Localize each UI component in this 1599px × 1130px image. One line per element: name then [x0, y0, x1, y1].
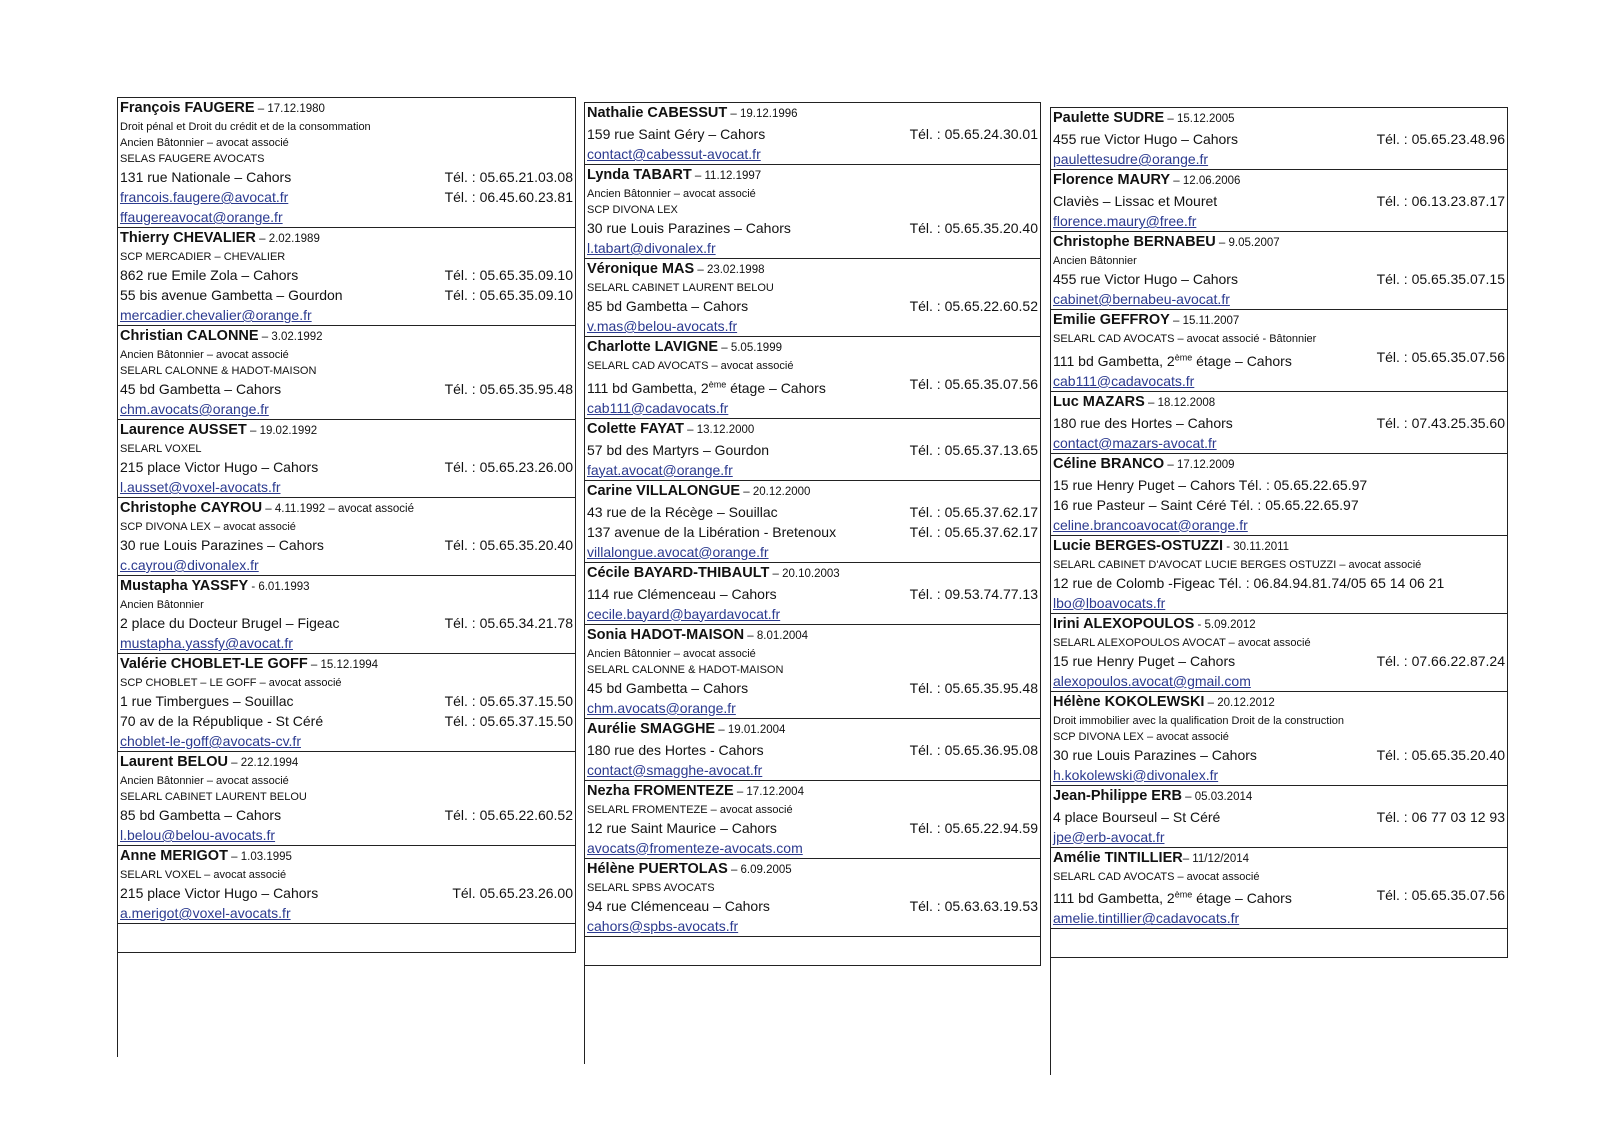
firm-note: SELARL CALONNE & HADOT-MAISON — [587, 663, 784, 676]
email-link[interactable]: ffaugereavocat@orange.fr — [120, 209, 283, 225]
firm-note: SELARL CABINET LAURENT BELOU — [587, 282, 774, 294]
phone-number: Tél. : 05.65.37.62.17 — [909, 503, 1038, 520]
lawyer-entry — [118, 325, 576, 419]
lawyer-name: Charlotte LAVIGNE – 5.05.1999 — [587, 339, 782, 355]
address-line: 131 rue Nationale – Cahors Tél. : 05.65.21.03.08 — [120, 169, 573, 185]
lawyer-entry — [585, 258, 1041, 336]
registration-date: – 05.03.2014 — [1181, 790, 1253, 803]
address-line: 180 rue des Hortes - Cahors Tél. : 05.65.36.95.08 — [587, 741, 1038, 758]
phone-number: Tél. : 05.65.35.95.48 — [444, 381, 573, 397]
phone-number: Tél. : 05.65.36.95.08 — [909, 741, 1038, 758]
lawyer-name: Laurent BELOU – 22.12.1994 — [120, 754, 299, 770]
address-line: 137 avenue de la Libération - Bretenoux Tél. : 05.65.37.62.17 — [587, 523, 1038, 540]
lawyer-name: Thierry CHEVALIER – 2.02.1989 — [120, 230, 320, 246]
email-link[interactable]: choblet-le-goff@avocats-cv.fr — [120, 733, 301, 749]
lawyer-name: Amélie TINTILLIER– 11/12/2014 — [1053, 849, 1250, 866]
lawyer-entry — [1051, 785, 1508, 847]
lawyer-name: Jean-Philippe ERB – 05.03.2014 — [1053, 787, 1253, 804]
email-link[interactable]: h.kokolewski@divonalex.fr — [1053, 766, 1219, 783]
email-link[interactable]: v.mas@belou-avocats.fr — [587, 318, 738, 334]
lawyer-name: Paulette SUDRE – 15.12.2005 — [1053, 110, 1235, 126]
address-line: 1 rue Timbergues – Souillac Tél. : 05.65.37.15.50 — [120, 693, 573, 709]
registration-date: – 22.12.1994 — [227, 757, 299, 769]
phone-number: Tél. : 05.65.35.20.40 — [909, 220, 1038, 236]
registration-date: – 17.12.2009 — [1164, 458, 1235, 471]
address-line: 15 rue Henry Puget – Cahors Tél. : 05.65.22.65.97 — [1053, 476, 1368, 493]
empty-row — [118, 923, 576, 953]
lawyer-entry — [1051, 169, 1508, 231]
lawyer-name: Valérie CHOBLET-LE GOFF – 15.12.1994 — [120, 656, 379, 672]
lawyer-entry — [585, 562, 1041, 624]
lawyer-entry — [1051, 613, 1508, 691]
lawyer-entry — [118, 653, 576, 751]
email-link[interactable]: a.merigot@voxel-avocats.fr — [120, 905, 291, 921]
email-link[interactable]: amelie.tintillier@cadavocats.fr — [1053, 910, 1240, 927]
email-link[interactable]: villalongue.avocat@orange.fr — [587, 543, 769, 560]
lawyer-entry — [1051, 231, 1508, 309]
email-link[interactable]: l.ausset@voxel-avocats.fr — [120, 479, 281, 495]
lawyer-entry — [585, 480, 1041, 562]
firm-note: SELARL VOXEL — [120, 443, 202, 455]
phone-number: Tél. : 05.65.35.09.10 — [444, 267, 573, 283]
lawyer-name: Christophe BERNABEU – 9.05.2007 — [1053, 234, 1280, 250]
registration-date: – 8.01.2004 — [744, 629, 809, 642]
phone-number: Tél. : 05.65.35.20.40 — [444, 537, 573, 553]
firm-note: Ancien Bâtonnier – avocat associé — [587, 188, 756, 200]
firm-note: SELARL CAD AVOCATS – avocat associé — [587, 360, 794, 372]
firm-note: SCP DIVONA LEX — [587, 204, 678, 216]
registration-date: – 13.12.2000 — [683, 423, 755, 436]
registration-date: – 5.05.1999 — [718, 342, 782, 354]
registration-date: – 3.02.1992 — [258, 331, 323, 343]
email-link[interactable]: cab111@cadavocats.fr — [587, 399, 729, 416]
firm-note: Ancien Bâtonnier – avocat associé — [120, 349, 289, 361]
phone-number: Tél. : 06.45.60.23.81 — [444, 189, 573, 205]
address-line: 57 bd des Martyrs – Gourdon Tél. : 05.65.37.13.65 — [587, 441, 1038, 458]
phone-number: Tél. : 05.65.37.13.65 — [909, 441, 1038, 458]
phone-number: Tél. : 05.65.35.07.15 — [1376, 271, 1505, 287]
lawyer-name: Céline BRANCO – 17.12.2009 — [1053, 455, 1235, 472]
firm-note: Ancien Bâtonnier – avocat associé — [587, 647, 756, 660]
lawyer-entry — [118, 575, 576, 653]
lawyer-name: Nezha FROMENTEZE – 17.12.2004 — [587, 782, 804, 799]
address-line: 45 bd Gambetta – Cahors Tél. : 05.65.35.95.48 — [587, 679, 1038, 696]
lawyer-entry — [585, 858, 1041, 936]
firm-note: SCP MERCADIER – CHEVALIER — [120, 251, 286, 263]
email-link[interactable]: alexopoulos.avocat@gmail.com — [1053, 672, 1251, 689]
address-line: 862 rue Emile Zola – Cahors Tél. : 05.65.35.09.10 — [120, 267, 573, 283]
email-link[interactable]: mercadier.chevalier@orange.fr — [120, 307, 312, 323]
registration-date: – 19.02.1992 — [246, 425, 318, 437]
address-line: 114 rue Clémenceau – Cahors Tél. : 09.53.74.77.13 — [587, 585, 1038, 602]
registration-date: – 11/12/2014 — [1182, 852, 1250, 865]
firm-note: Droit immobilier avec la qualification Droit de la construction — [1053, 714, 1345, 727]
lawyer-entry — [118, 97, 576, 227]
firm-note: SELARL CAD AVOCATS – avocat associé - Bâtonnier — [1053, 333, 1317, 345]
lawyer-name: Luc MAZARS – 18.12.2008 — [1053, 393, 1216, 410]
lawyer-name: Véronique MAS – 23.02.1998 — [587, 261, 765, 277]
registration-date: – 9.05.2007 — [1215, 237, 1280, 249]
phone-number: Tél. : 05.65.35.07.56 — [1376, 886, 1505, 903]
registration-date: – 6.09.2005 — [727, 863, 792, 876]
address-line: 45 bd Gambetta – Cahors Tél. : 05.65.35.95.48 — [120, 381, 573, 397]
lawyer-entry — [585, 418, 1041, 480]
phone-number: Tél. 05.65.23.26.00 — [452, 885, 573, 901]
registration-date: – 12.06.2006 — [1170, 175, 1241, 187]
address-line: 2 place du Docteur Brugel – Figeac Tél. : 05.65.34.21.78 — [120, 615, 573, 631]
lawyer-entry — [1051, 691, 1508, 785]
address-line: 12 rue de Colomb -Figeac Tél. : 06.84.94.81.74/05 65 14 06 21 — [1053, 574, 1445, 591]
lawyer-entry — [585, 624, 1041, 718]
firm-note: SELARL CALONNE & HADOT-MAISON — [120, 365, 317, 377]
firm-note: Ancien Bâtonnier — [1053, 255, 1137, 267]
firm-note: Droit pénal et Droit du crédit et de la consommation — [120, 121, 371, 133]
address-line: 159 rue Saint Géry – Cahors Tél. : 05.65.24.30.01 — [587, 126, 1038, 142]
phone-number: Tél. : 06 77 03 12 93 — [1376, 808, 1505, 825]
address-line: 30 rue Louis Parazines – Cahors Tél. : 05.65.35.20.40 — [1053, 746, 1505, 763]
firm-note: SELARL VOXEL – avocat associé — [120, 869, 287, 881]
lawyer-name: Laurence AUSSET – 19.02.1992 — [120, 422, 318, 438]
address-line: 30 rue Louis Parazines – Cahors Tél. : 05.65.35.20.40 — [120, 537, 573, 553]
registration-date: – 1.03.1995 — [227, 851, 292, 863]
lawyer-entry — [1051, 309, 1508, 391]
registration-date: – 19.12.1996 — [727, 108, 798, 120]
phone-number: Tél. : 05.65.21.03.08 — [444, 169, 573, 185]
registration-date: – 17.12.1980 — [254, 103, 325, 115]
lawyer-entry — [585, 336, 1041, 418]
email-link[interactable]: francois.faugere@avocat.fr — [120, 189, 289, 205]
lawyer-entry — [1051, 453, 1508, 535]
email-link[interactable]: contact@mazars-avocat.fr — [1053, 434, 1217, 451]
lawyer-entry — [118, 751, 576, 845]
address-line: 455 rue Victor Hugo – Cahors Tél. : 05.65.23.48.96 — [1053, 131, 1505, 147]
phone-number: Tél. : 09.53.74.77.13 — [909, 585, 1038, 602]
address-line: 4 place Bourseul – St Céré Tél. : 06 77 03 12 93 — [1053, 808, 1505, 825]
lawyer-name: Lucie BERGES-OSTUZZI - 30.11.2011 — [1053, 537, 1290, 554]
email-link[interactable]: cab111@cadavocats.fr — [1053, 372, 1195, 389]
lawyer-entry — [1051, 535, 1508, 613]
address-line: 215 place Victor Hugo – Cahors Tél. : 05.65.23.26.00 — [120, 459, 573, 475]
firm-note: Ancien Bâtonnier — [120, 599, 204, 611]
firm-note: SELARL ALEXOPOULOS AVOCAT – avocat associé — [1053, 636, 1311, 649]
phone-number: Tél. : 05.65.37.62.17 — [909, 523, 1038, 540]
lawyer-entry — [585, 780, 1041, 858]
email-link[interactable]: cabinet@bernabeu-avocat.fr — [1053, 291, 1230, 307]
address-line: 455 rue Victor Hugo – Cahors Tél. : 05.65.35.07.15 — [1053, 271, 1505, 287]
phone-number: Tél. : 07.66.22.87.24 — [1376, 652, 1505, 669]
email-link[interactable]: l.tabart@divonalex.fr — [587, 240, 716, 256]
email-link[interactable]: cecile.bayard@bayardavocat.fr — [587, 605, 781, 622]
address-line: 111 bd Gambetta, 2ème étage – Cahors Tél. : 05.65.35.07.56 — [1053, 886, 1505, 907]
address-line: 85 bd Gambetta – Cahors Tél. : 05.65.22.60.52 — [587, 298, 1038, 314]
email-link[interactable]: l.belou@belou-avocats.fr — [120, 827, 276, 843]
lawyer-name: Sonia HADOT-MAISON – 8.01.2004 — [587, 626, 809, 643]
address-line: 215 place Victor Hugo – Cahors Tél. 05.65.23.26.00 — [120, 885, 573, 901]
email-link[interactable]: celine.brancoavocat@orange.fr — [1053, 516, 1248, 533]
lawyer-entry — [118, 845, 576, 923]
email-link[interactable]: avocats@fromenteze-avocats.com — [587, 839, 803, 856]
address-line: 180 rue des Hortes – Cahors Tél. : 07.43.25.35.60 — [1053, 414, 1505, 431]
phone-number: Tél. : 05.65.37.15.50 — [444, 693, 573, 709]
lawyer-entry — [118, 419, 576, 497]
phone-number: Tél. : 05.65.22.60.52 — [909, 298, 1038, 314]
email-link[interactable]: florence.maury@free.fr — [1053, 213, 1197, 229]
registration-date: – 17.12.2004 — [733, 785, 804, 798]
registration-date: – 20.12.2000 — [740, 485, 811, 498]
email-link[interactable]: chm.avocats@orange.fr — [587, 699, 736, 716]
email-link[interactable]: chm.avocats@orange.fr — [120, 401, 269, 417]
phone-number: Tél. : 05.65.22.94.59 — [909, 819, 1038, 836]
lawyer-name: François FAUGERE – 17.12.1980 — [120, 100, 325, 116]
phone-number: Tél. : 07.43.25.35.60 — [1376, 414, 1505, 431]
address-line: 111 bd Gambetta, 2ème étage – Cahors Tél. : 05.65.35.07.56 — [1053, 349, 1505, 369]
phone-number: Tél. : 05.65.34.21.78 — [444, 615, 573, 631]
column-2 — [584, 102, 1041, 1064]
firm-note: SELARL CAD AVOCATS – avocat associé — [1053, 870, 1260, 883]
email-link[interactable]: cahors@spbs-avocats.fr — [587, 917, 739, 934]
lawyer-entry — [585, 102, 1041, 164]
registration-date: – 15.12.2005 — [1164, 113, 1235, 125]
address-line: 43 rue de la Récège – Souillac Tél. : 05.65.37.62.17 — [587, 503, 1038, 520]
lawyer-name: Lynda TABART – 11.12.1997 — [587, 167, 762, 183]
lawyer-name: Aurélie SMAGGHE – 19.01.2004 — [587, 720, 786, 737]
email-link[interactable]: jpe@erb-avocat.fr — [1053, 828, 1165, 845]
address-line: 12 rue Saint Maurice – Cahors Tél. : 05.65.22.94.59 — [587, 819, 1038, 836]
registration-date: – 2.02.1989 — [255, 233, 320, 245]
lawyer-name: Carine VILLALONGUE – 20.12.2000 — [587, 482, 811, 499]
lawyer-name: Colette FAYAT – 13.12.2000 — [587, 420, 755, 437]
lawyer-name: Florence MAURY – 12.06.2006 — [1053, 172, 1241, 188]
lawyer-entry — [1051, 107, 1508, 169]
lawyer-entry — [1051, 391, 1508, 453]
address-line: 16 rue Pasteur – Saint Céré Tél. : 05.65.22.65.97 — [1053, 496, 1359, 513]
phone-number: Tél. : 05.65.22.60.52 — [444, 807, 573, 823]
registration-date: – 15.12.1994 — [307, 659, 379, 671]
address-line: 55 bis avenue Gambetta – Gourdon Tél. : 05.65.35.09.10 — [120, 287, 573, 303]
registration-date: - 30.11.2011 — [1223, 540, 1290, 553]
firm-note: SCP DIVONA LEX – avocat associé — [120, 521, 296, 533]
registration-date: - 6.01.1993 — [248, 581, 310, 593]
address-line: Claviès – Lissac et Mouret Tél. : 06.13.23.87.17 — [1053, 193, 1505, 209]
registration-date: – 4.11.1992 – avocat associé — [262, 503, 415, 515]
email-link[interactable]: mustapha.yassfy@avocat.fr — [120, 635, 293, 651]
lawyer-name: Irini ALEXOPOULOS - 5.09.2012 — [1053, 615, 1256, 632]
lawyer-entry — [585, 718, 1041, 780]
registration-date: – 20.12.2012 — [1204, 696, 1275, 709]
registration-date: – 15.11.2007 — [1169, 315, 1240, 327]
firm-note: SELARL CABINET D'AVOCAT LUCIE BERGES OSTUZZI – avocat associé — [1053, 558, 1422, 571]
registration-date: – 18.12.2008 — [1144, 396, 1216, 409]
phone-number: Tél. : 05.65.23.26.00 — [444, 459, 573, 475]
email-link[interactable]: fayat.avocat@orange.fr — [587, 461, 733, 478]
lawyer-name: Christian CALONNE – 3.02.1992 — [120, 328, 323, 344]
phone-number: Tél. : 05.65.24.30.01 — [909, 126, 1038, 142]
lawyer-entry — [585, 164, 1041, 258]
address-line: 94 rue Clémenceau – Cahors Tél. : 05.63.63.19.53 — [587, 897, 1038, 914]
lawyer-name: Hélène PUERTOLAS – 6.09.2005 — [587, 860, 792, 877]
lawyer-name: Nathalie CABESSUT – 19.12.1996 — [587, 105, 798, 121]
registration-date: – 11.12.1997 — [691, 170, 762, 182]
phone-number: Tél. : 05.65.35.07.56 — [1376, 349, 1505, 365]
email-link[interactable]: lbo@lboavocats.fr — [1053, 594, 1166, 611]
address-line: 85 bd Gambetta – Cahors Tél. : 05.65.22.60.52 — [120, 807, 573, 823]
email-link[interactable]: c.cayrou@divonalex.fr — [120, 557, 259, 573]
address-line: 111 bd Gambetta, 2ème étage – Cahors Tél. : 05.65.35.07.56 — [587, 376, 1038, 396]
address-line: 70 av de la République - St Céré Tél. : 05.65.37.15.50 — [120, 713, 573, 729]
phone-number: Tél. : 05.65.35.20.40 — [1376, 746, 1505, 763]
lawyer-name: Emilie GEFFROY – 15.11.2007 — [1053, 312, 1240, 328]
phone-number: Tél. : 05.65.35.09.10 — [444, 287, 573, 303]
column-3 — [1050, 107, 1508, 1075]
email-link[interactable]: contact@cabessut-avocat.fr — [587, 146, 761, 162]
address-line: 15 rue Henry Puget – Cahors Tél. : 07.66.22.87.24 — [1053, 652, 1505, 669]
firm-note: SELAS FAUGERE AVOCATS — [120, 153, 265, 165]
empty-row — [1051, 928, 1508, 958]
lawyer-name: Hélène KOKOLEWSKI – 20.12.2012 — [1053, 693, 1275, 710]
firm-note: SCP CHOBLET – LE GOFF – avocat associé — [120, 677, 342, 689]
registration-date: – 20.10.2003 — [769, 567, 840, 580]
lawyer-name: Anne MERIGOT – 1.03.1995 — [120, 848, 292, 864]
firm-note: SELARL FROMENTEZE – avocat associé — [587, 803, 793, 816]
lawyer-entry — [118, 497, 576, 575]
phone-number: Tél. : 05.65.35.95.48 — [909, 679, 1038, 696]
registration-date: – 23.02.1998 — [694, 264, 765, 276]
email-link[interactable]: contact@smagghe-avocat.fr — [587, 761, 763, 778]
email-link[interactable]: paulettesudre@orange.fr — [1053, 151, 1209, 167]
firm-note: SCP DIVONA LEX – avocat associé — [1053, 730, 1229, 743]
firm-note: Ancien Bâtonnier – avocat associé — [120, 775, 289, 787]
phone-number: Tél. : 05.65.37.15.50 — [444, 713, 573, 729]
registration-date: - 5.09.2012 — [1194, 618, 1256, 631]
firm-note: SELARL SPBS AVOCATS — [587, 881, 715, 894]
registration-date: – 19.01.2004 — [715, 723, 786, 736]
lawyer-name: Cécile BAYARD-THIBAULT – 20.10.2003 — [587, 564, 840, 581]
firm-note: SELARL CABINET LAURENT BELOU — [120, 791, 307, 803]
column-1 — [117, 97, 576, 1057]
firm-note: Ancien Bâtonnier – avocat associé — [120, 137, 289, 149]
phone-number: Tél. : 05.65.23.48.96 — [1376, 131, 1505, 147]
lawyer-entry — [1051, 847, 1508, 929]
address-line: 30 rue Louis Parazines – Cahors Tél. : 05.65.35.20.40 — [587, 220, 1038, 236]
lawyer-entry — [118, 227, 576, 325]
empty-row — [585, 936, 1041, 966]
address-line — [120, 187, 573, 207]
phone-number: Tél. : 05.65.35.07.56 — [909, 376, 1038, 392]
phone-number: Tél. : 06.13.23.87.17 — [1376, 193, 1505, 209]
lawyer-name: Christophe CAYROU – 4.11.1992 – avocat associé — [120, 500, 415, 516]
lawyer-name: Mustapha YASSFY - 6.01.1993 — [120, 578, 310, 594]
phone-number: Tél. : 05.63.63.19.53 — [909, 897, 1038, 914]
